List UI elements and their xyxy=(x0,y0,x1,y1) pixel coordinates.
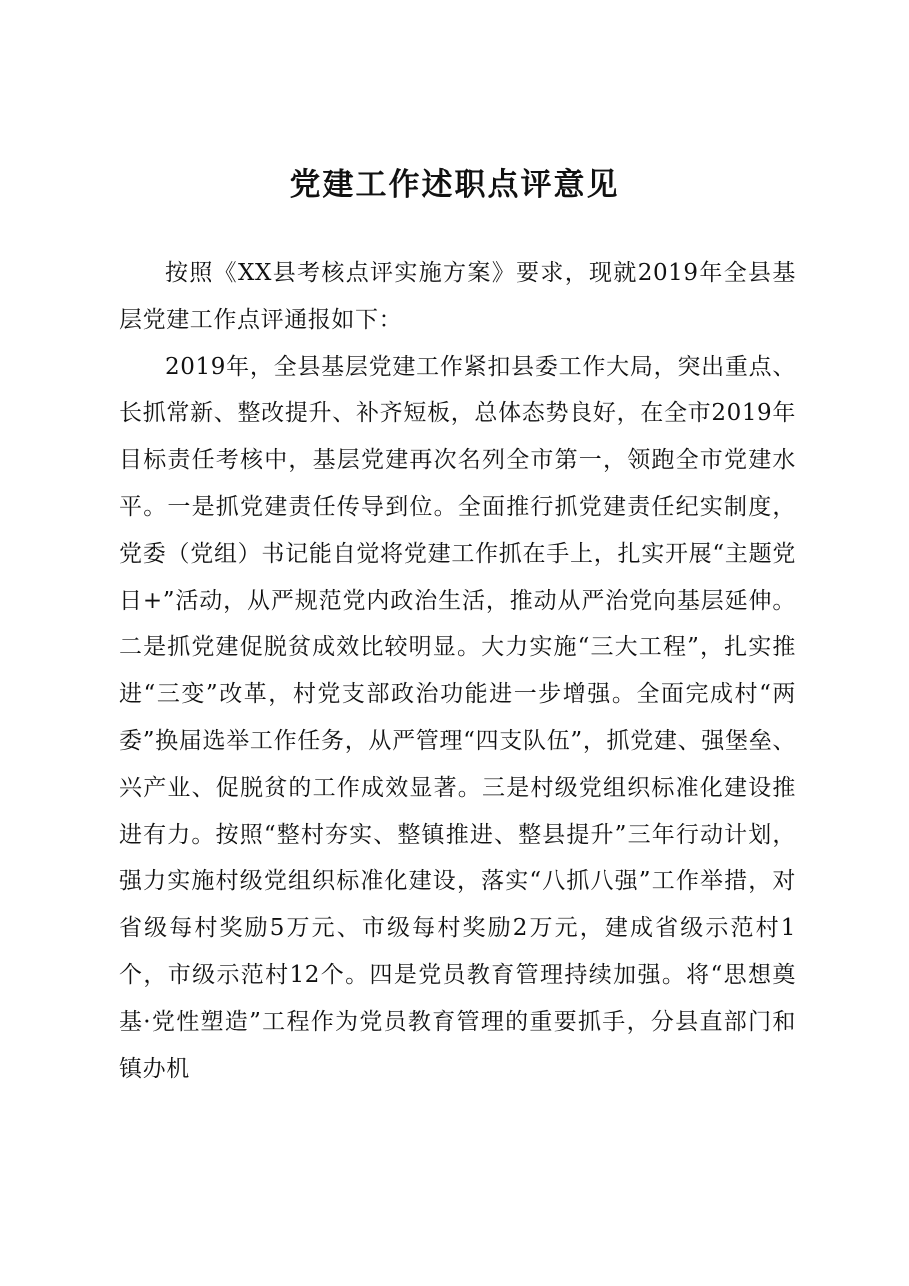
document-title: 党建工作述职点评意见 xyxy=(289,167,620,203)
summary-paragraph: 2019年，全县基层党建工作紧扣县委工作大局，突出重点、长抓常新、整改提升、补齐短板，总体态势良好，在全市2019年目标责任考核中，基层党建再次名列全市第一，领跑全市党建水平。一是抓党建责任传导到位。全面推行抓党建责任纪实制度，党委（党组）书记能自觉将党建工作抓在手上，扎实开展“主题党日+”活动，从严规范党内政治生活，推动从严治党向基层延伸。二是抓党建促脱贫成效比较明显。大力实施“三大工程”，扎实推进“三变”改革，村党支部政治功能进一步增强。全面完成村“两委”换届选举工作任务，从严管理“四支队伍”，抓党建、强堡垒、兴产业、促脱贫的工作成效显著。三是村级党组织标准化建设推进有力。按照“整村夯实、整镇推进、整县提升”三年行动计划，强力实施村级党组织标准化建设，落实“八抓八强”工作举措，对省级每村奖励5万元、市级每村奖励2万元，建成省级示范村1个，市级示范村12个。四是党员教育管理持续加强。将“思想奠基·党性塑造”工程作为党员教育管理的重要抓手，分县直部门和镇办机 xyxy=(119,353,796,1082)
intro-paragraph: 按照《XX县考核点评实施方案》要求，现就2019年全县基层党建工作点评通报如下： xyxy=(119,260,796,333)
document-body xyxy=(119,250,796,1092)
